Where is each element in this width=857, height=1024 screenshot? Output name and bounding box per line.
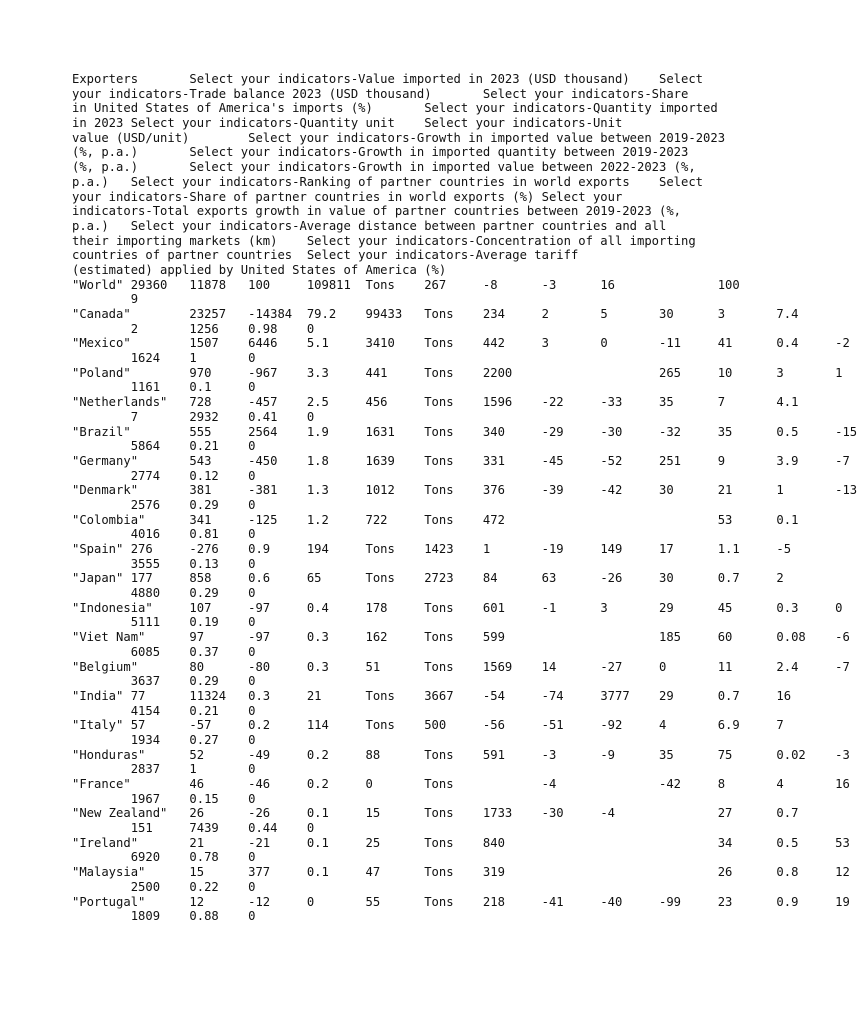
header-text-line: value (USD/unit) Select your indicators-Growth in imported value between 2019-2023 — [72, 130, 726, 145]
table-row-line: "Germany" 543 -450 1.8 1639 Tons 331 -45 -52 251 9 3.9 -7 — [72, 453, 850, 468]
header-text-line: (%, p.a.) Select your indicators-Growth in imported quantity between 2019-2023 — [72, 145, 689, 160]
table-row-line: "India" 77 11324 0.3 21 Tons 3667 -54 -74 3777 29 0.7 16 — [72, 688, 792, 703]
document-body — [72, 72, 857, 924]
table-row-line: 9 — [72, 292, 139, 307]
table-row-line: "Italy" 57 -57 0.2 114 Tons 500 -56 -51 -92 4 6.9 7 — [72, 718, 784, 733]
table-row-line: 6085 0.37 0 — [72, 644, 256, 659]
table-row-line: 2837 1 0 — [72, 762, 256, 777]
table-row-line: 6920 0.78 0 — [72, 850, 256, 865]
table-row-line: "World" 29360 11878 100 109811 Tons 267 -8 -3 16 100 — [72, 277, 740, 292]
table-row-line: 2576 0.29 0 — [72, 497, 256, 512]
header-text-line: Exporters Select your indicators-Value imported in 2023 (USD thousand) Select — [72, 72, 704, 86]
table-row-line: "Honduras" 52 -49 0.2 88 Tons 591 -3 -9 35 75 0.02 -3 — [72, 747, 850, 762]
table-row-line: 1624 1 0 — [72, 351, 256, 366]
header-text-line: p.a.) Select your indicators-Average distance between partner countries and all — [72, 218, 667, 233]
header-text-line: your indicators-Share of partner countries in world exports (%) Select your — [72, 189, 623, 204]
table-row-line: 7 2932 0.41 0 — [72, 409, 315, 424]
table-row-line: 1161 0.1 0 — [72, 380, 256, 395]
table-row-line: "Viet Nam" 97 -97 0.3 162 Tons 599 185 60 0.08 -6 — [72, 630, 850, 645]
table-row-line: "New Zealand" 26 -26 0.1 15 Tons 1733 -30 -4 27 0.7 — [72, 806, 799, 821]
table-row-line: "Colombia" 341 -125 1.2 722 Tons 472 53 0.1 — [72, 512, 799, 527]
table-row-line: "Poland" 970 -967 3.3 441 Tons 2200 265 10 3 1 — [72, 365, 843, 380]
table-row-line: 4016 0.81 0 — [72, 527, 256, 542]
table-row-line: "Mexico" 1507 6446 5.1 3410 Tons 442 3 0 -11 41 0.4 -2 — [72, 336, 850, 351]
table-row-line: "Portugal" 12 -12 0 55 Tons 218 -41 -40 -99 23 0.9 19 — [72, 894, 850, 909]
table-row-line: "Ireland" 21 -21 0.1 25 Tons 840 34 0.5 53 — [72, 835, 850, 850]
table-row-line: 1967 0.15 0 — [72, 791, 256, 806]
table-row-line: 2774 0.12 0 — [72, 468, 256, 483]
table-row-line: 1934 0.27 0 — [72, 732, 256, 747]
table-row-line: 4154 0.21 0 — [72, 703, 256, 718]
table-row-line: "France" 46 -46 0.2 0 Tons -4 -42 8 4 16 — [72, 777, 850, 791]
table-row-line: 3637 0.29 0 — [72, 674, 256, 689]
header-text-line: in United States of America's imports (%) Select your indicators-Quantity imported — [72, 101, 718, 116]
table-row-line: "Malaysia" 15 377 0.1 47 Tons 319 26 0.8 12 — [72, 865, 850, 880]
table-row-line: "Spain" 276 -276 0.9 194 Tons 1423 1 -19 149 17 1.1 -5 — [72, 542, 792, 556]
table-row-line: 5864 0.21 0 — [72, 439, 256, 454]
header-text-line: countries of partner countries Select your indicators-Average tariff — [72, 248, 579, 263]
table-row-line: "Netherlands" 728 -457 2.5 456 Tons 1596 -22 -33 35 7 4.1 — [72, 395, 799, 410]
header-text-line: indicators-Total exports growth in value of partner countries between 2019-2023 (%, — [72, 204, 682, 219]
header-text-line: (%, p.a.) Select your indicators-Growth in imported value between 2022-2023 (%, — [72, 160, 696, 175]
table-row-line: "Canada" 23257 -14384 79.2 99433 Tons 234 2 5 30 3 7.4 — [72, 307, 799, 321]
table-row-line: "Denmark" 381 -381 1.3 1012 Tons 376 -39 -42 30 21 1 -13 — [72, 483, 857, 498]
header-text-line: their importing markets (km) Select your indicators-Concentration of all importing — [72, 233, 696, 248]
table-row-line: 2500 0.22 0 — [72, 879, 256, 894]
header-text-line: p.a.) Select your indicators-Ranking of partner countries in world exports Select — [72, 174, 704, 189]
table-row-line: 3555 0.13 0 — [72, 556, 256, 571]
header-text-line: in 2023 Select your indicators-Quantity unit Select your indicators-Unit — [72, 116, 623, 131]
table-row-line: "Indonesia" 107 -97 0.4 178 Tons 601 -1 3 29 45 0.3 0 — [72, 600, 843, 615]
table-row-line: "Brazil" 555 2564 1.9 1631 Tons 340 -29 -30 -32 35 0.5 -15 — [72, 424, 857, 439]
table-row-line: 1809 0.88 0 — [72, 909, 256, 924]
table-row-line: 5111 0.19 0 — [72, 615, 256, 630]
header-text-line: your indicators-Trade balance 2023 (USD thousand) Select your indicators-Share — [72, 86, 689, 101]
table-row-line: 4880 0.29 0 — [72, 586, 256, 601]
header-text-line: (estimated) applied by United States of America (%) — [72, 262, 447, 277]
table-row-line: "Japan" 177 858 0.6 65 Tons 2723 84 63 -26 30 0.7 2 — [72, 571, 784, 586]
table-row-line: 151 7439 0.44 0 — [72, 821, 315, 836]
table-row-line: 2 1256 0.98 0 — [72, 321, 315, 336]
table-row-line: "Belgium" 80 -80 0.3 51 Tons 1569 14 -27 0 11 2.4 -7 — [72, 659, 850, 674]
